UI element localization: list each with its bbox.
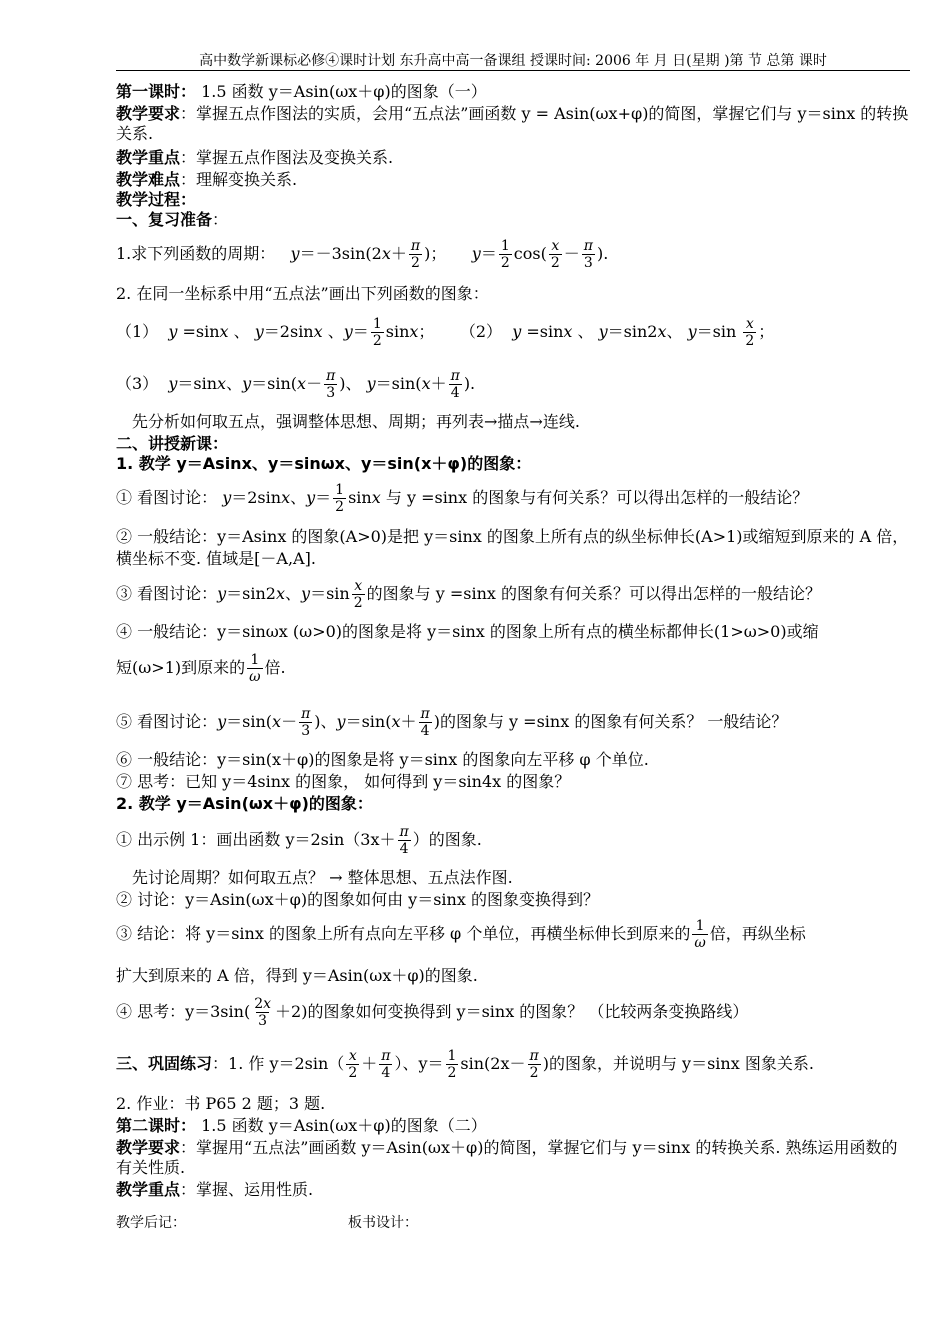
think: ④ 思考：y＝3sin( $\frac{2x}{3}$ ＋2)的图象如何变换得到 y＝sinx 的图象？ （比较两条变换路线）: [116, 996, 749, 1029]
step1: ① 看图讨论： y＝2sinx、y＝ $\frac{1}{2}$ sinx 与 y =sinx 的图象与有何关系？可以得出怎样的一般结论？: [116, 482, 809, 515]
lesson1-title: 第一课时： 1.5 函数 y＝Asin(ωx＋φ)的图象（一）: [116, 82, 487, 101]
step4-cont: 短(ω>1)到原来的 $\frac{1}{\omega}$ 倍.: [116, 652, 286, 685]
lesson2-key-points: 教学重点：掌握、运用性质.: [116, 1180, 314, 1199]
section1-heading: 一、复习准备：: [116, 210, 229, 229]
lesson2-title: 第二课时： 1.5 函数 y＝Asin(ωx＋φ)的图象（二）: [116, 1116, 487, 1135]
teaching-notes-label: 教学后记：: [116, 1215, 186, 1231]
question2: 2. 在同一坐标系中用“五点法”画出下列函数的图象：: [116, 284, 489, 303]
question2-group3: （3） y＝sinx、y＝sin(x－ $\frac{\pi}{3}$ )、 y＝sin(x＋ $\frac{\pi}{4}$ ).: [116, 368, 476, 401]
conclusion-cont: 扩大到原来的 A 倍，得到 y＝Asin(ωx＋φ)的图象.: [116, 966, 478, 985]
section2-heading: 二、讲授新课：: [116, 434, 229, 453]
topic1-heading: 1. 教学 y＝Asinx、y＝sinωx、y＝sin(x＋φ)的图象：: [116, 454, 532, 473]
lesson1-process-heading: 教学过程：: [116, 190, 197, 209]
conclusion: ③ 结论：将 y＝sinx 的图象上所有点向左平移 φ 个单位，再横坐标伸长到原来的 $\frac{1}{\omega}$ 倍，再纵坐标: [116, 918, 806, 951]
board-design-label: 板书设计：: [348, 1215, 418, 1231]
step5: ⑤ 看图讨论：y＝sin(x－ $\frac{\pi}{3}$ )、y＝sin(x＋ $\frac{\pi}{4}$ )的图象与 y =sinx 的图象有何关系？ 一般结论？: [116, 706, 788, 739]
lesson1-key-points: 教学重点：掌握五点作图法及变换关系.: [116, 148, 394, 167]
example1-discussion: 先讨论周期？如何取五点？ → 整体思想、五点法作图.: [132, 868, 513, 887]
page-header: 高中数学新课标必修④课时计划 东升高中高一备课组 授课时间: 2006 年 月 日(星期 )第 节 总第 课时: [199, 53, 827, 69]
analysis-text: 先分析如何取五点，强调整体思想、周期；再列表→描点→连线.: [132, 412, 580, 431]
example1: ① 出示例 1：画出函数 y＝2sin（3x＋ $\frac{\pi}{4}$ ）的图象.: [116, 824, 482, 857]
header-rule: [116, 70, 910, 71]
question2-group12: （1） y =sinx 、 y＝2sinx 、y＝ $\frac{1}{2}$ sinx； （2） y =sinx 、 y＝sin2x、 y＝sin $\frac{x}{2}$ ；: [116, 316, 775, 349]
step7: ⑦ 思考：已知 y＝4sinx 的图象， 如何得到 y＝sin4x 的图象？: [116, 772, 571, 791]
step2: ② 一般结论：y＝Asinx 的图象(A>0)是把 y＝sinx 的图象上所有点的纵坐标伸长(A>1)或缩短到原来的 A 倍，横坐标不变. 值域是[－A,A].: [116, 527, 909, 568]
step3: ③ 看图讨论：y＝sin2x、y＝sin $\frac{x}{2}$ 的图象与 y =sinx 的图象有何关系？可以得出怎样的一般结论？: [116, 578, 821, 611]
question1: 1.求下列函数的周期： y＝－3sin(2x＋ $\frac{\pi}{2}$ )； y＝ $\frac{1}{2}$ cos( $\frac{x}{2}$ － $\frac{\pi}{3}$ ).: [116, 238, 609, 271]
homework: 2. 作业：书 P65 2 题；3 题.: [116, 1094, 326, 1113]
lesson1-requirements: 教学要求：掌握五点作图法的实质，会用“五点法”画函数 y = Asin(ωx+φ)的简图，掌握它们与 y＝sinx 的转换关系.: [116, 104, 909, 143]
lesson2-requirements: 教学要求：掌握用“五点法”画函数 y＝Asin(ωx＋φ)的简图，掌握它们与 y＝sinx 的转换关系. 熟练运用函数的有关性质.: [116, 1138, 898, 1177]
practice: 三、巩固练习：1. 作 y＝2sin（ $\frac{x}{2}$ ＋ $\frac{\pi}{4}$ ）、y＝ $\frac{1}{2}$ sin(2x－ $\frac{\pi}{2}$ )的图象，并说明与 y＝sinx 图象关系.: [116, 1048, 814, 1081]
step6: ⑥ 一般结论：y＝sin(x＋φ)的图象是将 y＝sinx 的图象向左平移 φ 个单位.: [116, 750, 649, 769]
topic2-heading: 2. 教学 y＝Asin(ωx＋φ)的图象：: [116, 794, 373, 813]
discussion: ② 讨论：y＝Asin(ωx＋φ)的图象如何由 y＝sinx 的图象变换得到？: [116, 890, 599, 909]
step4: ④ 一般结论：y＝sinωx (ω>0)的图象是将 y＝sinx 的图象上所有点的横坐标都伸长(1>ω>0)或缩: [116, 622, 819, 641]
lesson1-difficulty: 教学难点：理解变换关系.: [116, 170, 298, 189]
